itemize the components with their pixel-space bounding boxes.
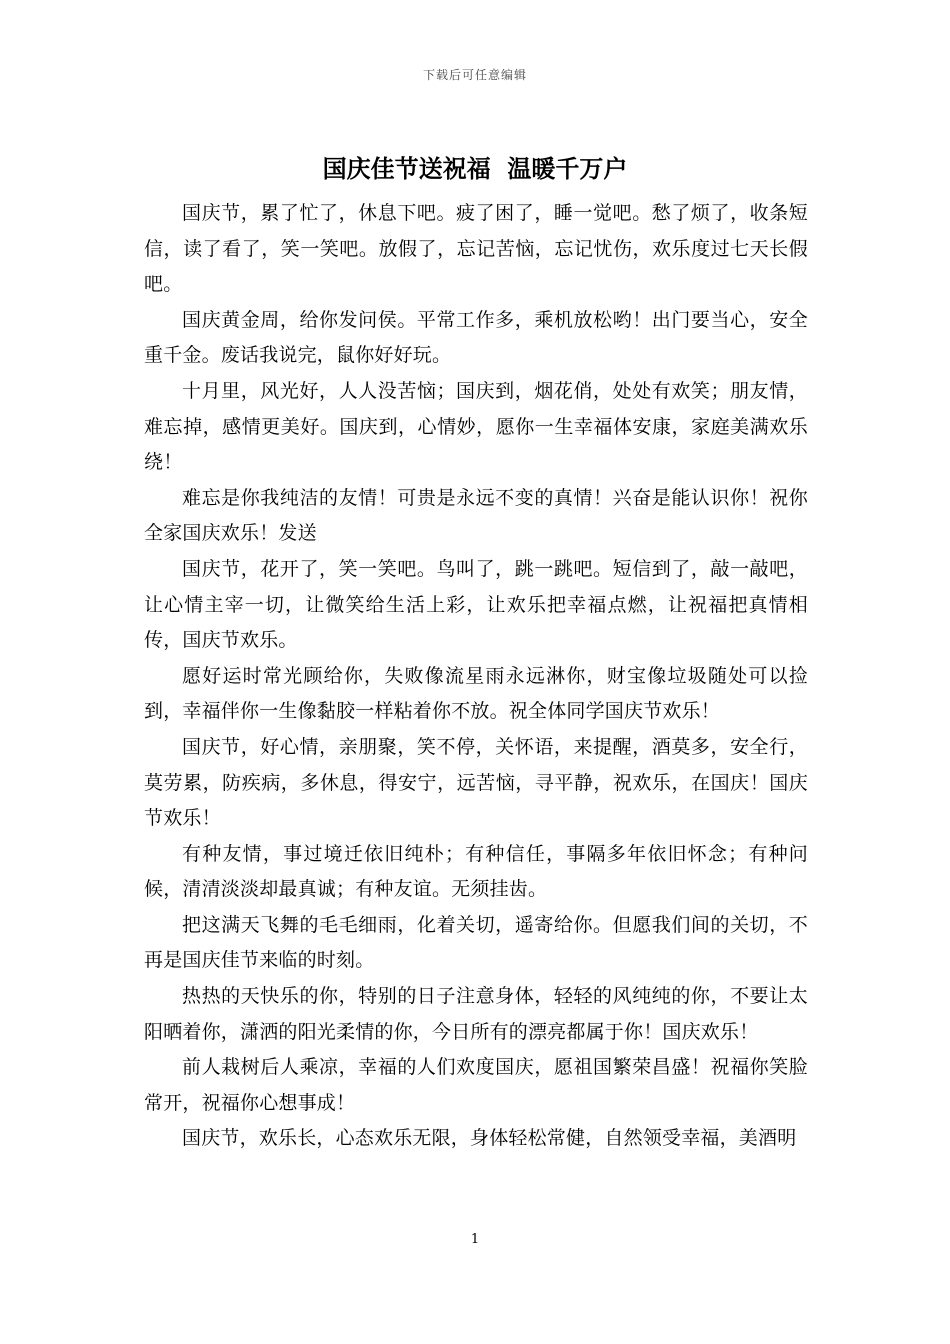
page-header: 下载后可任意编辑: [422, 68, 527, 82]
paragraph: 前人栽树后人乘凉，幸福的人们欢度国庆，愿祖国繁荣昌盛！祝福你笑脸常开，祝福你心想事成！: [144, 1056, 808, 1114]
paragraph: 国庆节，花开了，笑一笑吧。鸟叫了，跳一跳吧。短信到了，敲一敲吧，让心情主宰一切，让微笑给生活上彩，让欢乐把幸福点燃，让祝福把真情相传，国庆节欢乐。: [144, 557, 808, 652]
paragraph: 有种友情，事过境迁依旧纯朴；有种信任，事隔多年依旧怀念；有种问候，清清淡淡却最真诚；有种友谊。无须挂齿。: [144, 842, 808, 901]
document-title: 国庆佳节送祝福 温暖千万户: [322, 155, 628, 183]
paragraph: 国庆节，欢乐长，心态欢乐无限，身体轻松常健，自然领受幸福，美酒明: [182, 1127, 797, 1150]
paragraph: 国庆节，累了忙了，休息下吧。疲了困了，睡一觉吧。愁了烦了，收条短信，读了看了，笑一笑吧。放假了，忘记苦恼，忘记忧伤，欢乐度过七天长假吧。: [144, 202, 808, 296]
paragraph: 十月里，风光好，人人没苦恼；国庆到，烟花俏，处处有欢笑；朋友情，难忘掉，感情更美好。国庆到，心情妙，愿你一生幸福体安康，家庭美满欢乐绕！: [144, 379, 808, 474]
document-body: [144, 196, 808, 1157]
paragraph: 难忘是你我纯洁的友情！可贵是永远不变的真情！兴奋是能认识你！祝你全家国庆欢乐！发送: [144, 486, 808, 545]
paragraph: 国庆黄金周，给你发问侯。平常工作多，乘机放松哟！出门要当心，安全重千金。废话我说完，鼠你好好玩。: [144, 308, 808, 367]
paragraph: 愿好运时常光顾给你，失败像流星雨永远淋你，财宝像垃圾随处可以捡到，幸福伴你一生像黏胶一样粘着你不放。祝全体同学国庆节欢乐！: [144, 664, 808, 723]
paragraph: 热热的天快乐的你，特别的日子注意身体，轻轻的风纯纯的你，不要让太阳晒着你，潇洒的阳光柔情的你，今日所有的漂亮都属于你！国庆欢乐！: [144, 985, 808, 1043]
page-number: 1: [470, 1232, 480, 1247]
paragraph: 国庆节，好心情，亲朋聚，笑不停，关怀语，来提醒，酒莫多，安全行，莫劳累，防疾病，多休息，得安宁，远苦恼，寻平静，祝欢乐，在国庆！国庆节欢乐！: [144, 735, 808, 830]
paragraph: 把这满天飞舞的毛毛细雨，化着关切，遥寄给你。但愿我们间的关切，不再是国庆佳节来临的时刻。: [144, 913, 808, 972]
